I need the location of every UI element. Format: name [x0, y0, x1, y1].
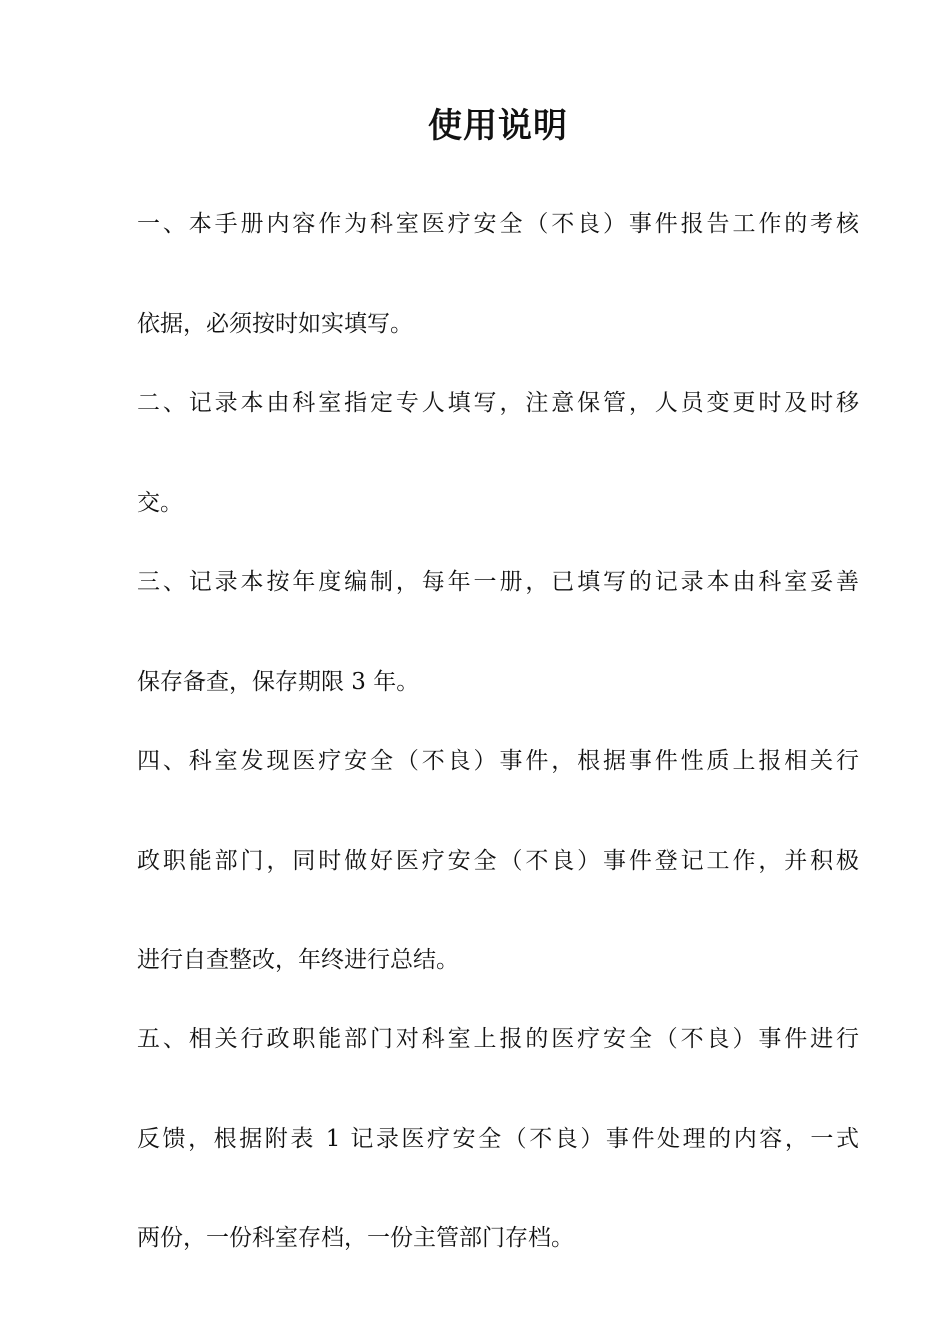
instruction-line-12: 两份，一份科室存档，一份主管部门存档。 — [137, 1225, 574, 1251]
instruction-line-4: 交。 — [137, 490, 183, 516]
instruction-line-2: 依据，必须按时如实填写。 — [137, 311, 413, 337]
instruction-line-11: 反馈，根据附表 1 记录医疗安全（不良）事件处理的内容，一式 — [137, 1126, 859, 1152]
instruction-line-7: 四、科室发现医疗安全（不良）事件，根据事件性质上报相关行 — [137, 748, 859, 774]
instruction-line-8: 政职能部门，同时做好医疗安全（不良）事件登记工作，并积极 — [137, 848, 859, 874]
instruction-line-6: 保存备查，保存期限 3 年。 — [137, 669, 420, 695]
instruction-line-5: 三、记录本按年度编制，每年一册，已填写的记录本由科室妥善 — [137, 569, 859, 595]
instruction-line-9: 进行自查整改，年终进行总结。 — [137, 947, 459, 973]
instruction-line-10: 五、相关行政职能部门对科室上报的医疗安全（不良）事件进行 — [137, 1026, 859, 1052]
instruction-line-1: 一、本手册内容作为科室医疗安全（不良）事件报告工作的考核 — [137, 211, 859, 237]
instruction-line-3: 二、记录本由科室指定专人填写，注意保管，人员变更时及时移 — [137, 390, 859, 416]
page-title: 使用说明 — [428, 106, 568, 146]
